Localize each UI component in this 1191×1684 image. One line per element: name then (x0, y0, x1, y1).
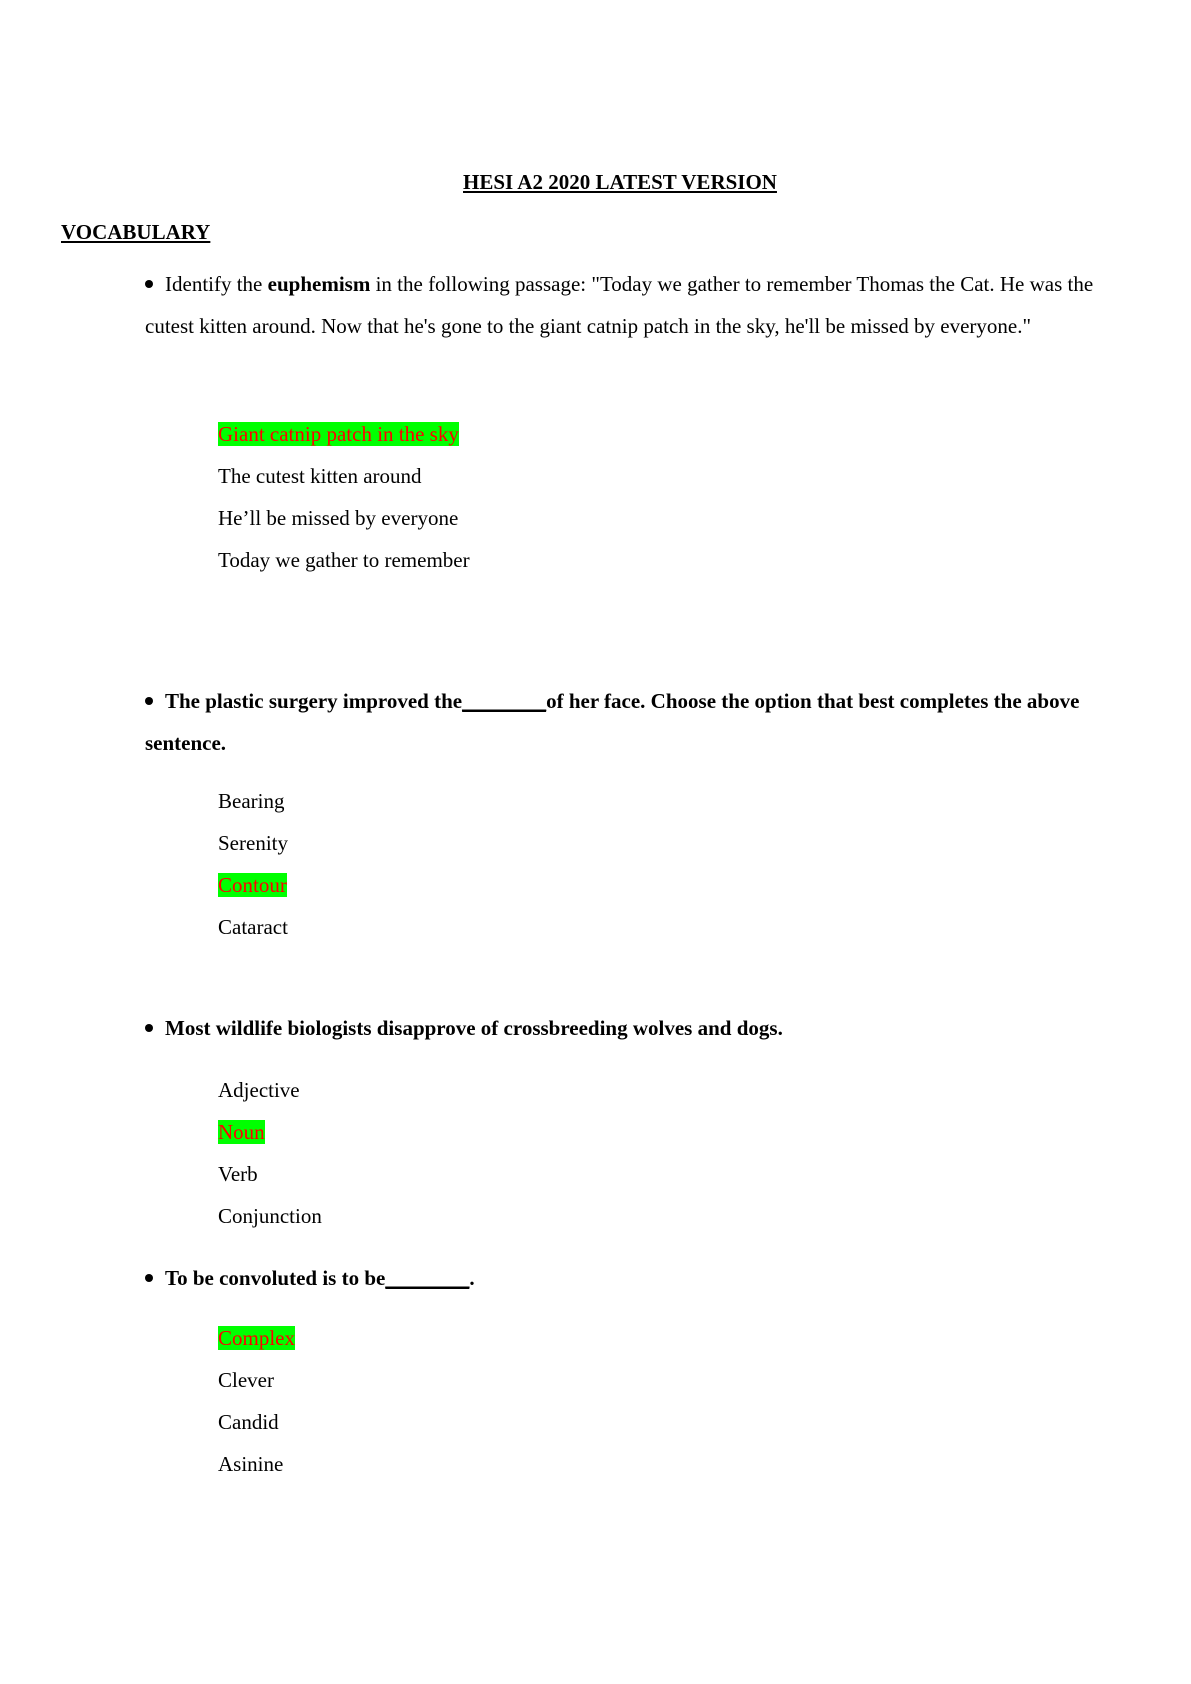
question-3-text: Most wildlife biologists disapprove of crossbreeding wolves and dogs. (165, 1016, 783, 1040)
answer-option[interactable] (218, 780, 288, 822)
question-3 (145, 1007, 1095, 1049)
question-2 (145, 680, 1095, 764)
answer-option[interactable] (218, 1359, 295, 1401)
question-4-suffix: . (469, 1266, 475, 1290)
question-4-options (218, 1317, 295, 1485)
answer-option-text: Asinine (218, 1452, 284, 1476)
answer-option-text: Cataract (218, 915, 288, 939)
answer-option-text: Today we gather to remember (218, 548, 470, 572)
answer-option[interactable] (218, 413, 470, 455)
question-4-prefix: To be convoluted is to be (165, 1266, 386, 1290)
question-1-suffix: in the following passage: "Today we gather to remember Thomas the Cat. He was the cutest kitten around. Now that he's gone to the giant catnip patch in the sky, he'll be missed by everyone." (145, 272, 1094, 338)
question-1-options (218, 413, 470, 581)
answer-option-text: Clever (218, 1368, 274, 1392)
question-3-options (218, 1069, 322, 1237)
document-title: HESI A2 2020 LATEST VERSION (463, 170, 777, 194)
answer-option-text: Candid (218, 1410, 279, 1434)
answer-option-text: Adjective (218, 1078, 300, 1102)
answer-option[interactable] (218, 1111, 322, 1153)
question-1-prefix: Identify the (165, 272, 268, 296)
answer-option-text: Conjunction (218, 1204, 322, 1228)
question-4 (145, 1257, 1095, 1299)
bullet-icon (145, 1024, 153, 1032)
bullet-icon (145, 1274, 153, 1282)
question-1-term: euphemism (267, 272, 371, 296)
answer-option[interactable] (218, 906, 288, 948)
answer-option[interactable] (218, 1317, 295, 1359)
question-2-options (218, 780, 288, 948)
answer-option[interactable] (218, 1443, 295, 1485)
bullet-icon (145, 280, 153, 288)
answer-option-text: Bearing (218, 789, 285, 813)
question-2-blank: ________ (462, 689, 547, 713)
answer-option[interactable] (218, 1153, 322, 1195)
answer-option[interactable] (218, 1069, 322, 1111)
answer-option[interactable] (218, 864, 288, 906)
answer-option-text: Noun (218, 1120, 265, 1144)
answer-option-text: Complex (218, 1326, 295, 1350)
answer-option-text: Serenity (218, 831, 288, 855)
answer-option[interactable] (218, 822, 288, 864)
answer-option-text: The cutest kitten around (218, 464, 422, 488)
answer-option-text: Giant catnip patch in the sky (218, 422, 459, 446)
answer-option-text: Verb (218, 1162, 258, 1186)
question-4-blank: ________ (385, 1266, 470, 1290)
answer-option-text: Contour (218, 873, 287, 897)
answer-option[interactable] (218, 1195, 322, 1237)
answer-option[interactable] (218, 497, 470, 539)
question-2-prefix: The plastic surgery improved the (165, 689, 463, 713)
answer-option[interactable] (218, 1401, 295, 1443)
answer-option[interactable] (218, 539, 470, 581)
section-heading-vocabulary: VOCABULARY (61, 220, 211, 244)
question-1 (145, 263, 1095, 347)
answer-option[interactable] (218, 455, 470, 497)
bullet-icon (145, 697, 153, 705)
answer-option-text: He’ll be missed by everyone (218, 506, 459, 530)
question-2-suffix: of her face. Choose the option that best completes the above sentence. (145, 689, 1080, 755)
